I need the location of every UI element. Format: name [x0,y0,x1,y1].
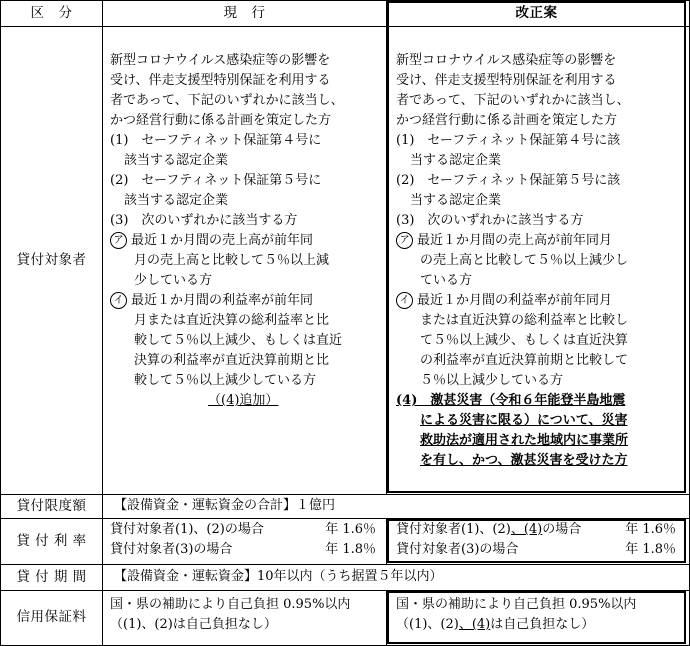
proposed-item2-b: 当する認定企業 [410,193,502,208]
proposed-rate-2-text: 貸付対象者(3)の場合 [396,542,519,557]
current-intro-1: 新型コロナウイルス感染症等の影響を [110,53,331,68]
header-proposed: 改正案 [515,5,558,21]
current-intro-2: 受け、伴走支援型特別保証を利用する [110,73,331,88]
current-item1-a: (1) セーフティネット保証第４号に [110,133,322,148]
current-item1-b: 該当する認定企業 [124,153,229,168]
proposed-rate-1-add: 、(4) [510,522,543,537]
current-sub-a-2: 月の売上高と比較して５％以上減 [134,253,330,268]
header-category: 区 分 [30,5,73,21]
current-add-note: （(4)追加） [208,393,279,408]
label-rate: 貸 付 利 率 [16,533,87,549]
current-item3: (3) 次のいずれかに該当する方 [110,213,298,228]
current-item2-b: 該当する認定企業 [124,193,229,208]
proposed-sub-b-2: または直近決算の総利益率と比較し [420,313,629,328]
proposed-intro-2: 受け、伴走支援型特別保証を利用する [396,73,617,88]
proposed-sub-b-5: ５％以上減少している方 [420,373,564,388]
current-rate-1-value: 年 1.6％ [325,522,376,537]
proposed-item1-a: (1) セーフティネット保証第４号に該 [396,133,621,148]
proposed-fee-add: 、(4) [458,617,491,632]
current-fee-1: 国・県の補助により自己負担 0.95%以内 [110,597,351,612]
current-fee [110,595,384,635]
proposed-fee-pre: （(1)、(2) [396,617,459,632]
label-limit: 貸付限度額 [16,498,87,514]
circled-a-icon: ア [396,232,413,249]
proposed-sub-a-3: ている方 [420,273,473,288]
current-rate [110,520,376,560]
current-sub-b-2: 月または直近決算の総利益率と比 [134,313,330,328]
current-sub-b-4: 決算の利益率が直近決算前期と比 [134,353,330,368]
current-rate-2-value: 年 1.8％ [325,542,376,557]
header-current: 現 行 [223,5,266,21]
circled-a-icon: ア [110,232,127,249]
current-sub-b-1: 最近１か月間の利益率が前年同 [131,293,314,308]
current-sub-a-1: 最近１か月間の売上高が前年同 [131,233,314,248]
current-item2-a: (2) セーフティネット保証第５号に [110,173,322,188]
proposed-rate-1-value: 年 1.6％ [625,522,676,537]
limit-value: 【設備資金・運転資金の合計】１億円 [114,498,336,513]
proposed-item4-3: 救助法が適用された地域内に事業所 [420,433,629,448]
proposed-item4-2: による災害に限る）について、災害 [420,413,628,428]
current-rate-1-text: 貸付対象者(1)、(2)の場合 [110,522,264,537]
current-sub-b-5: 較して５％以上減少している方 [134,373,317,388]
proposed-rate-2-value: 年 1.8％ [625,542,676,557]
proposed-item2-a: (2) セーフティネット保証第５号に該 [396,173,621,188]
proposed-rate [396,520,676,560]
proposed-sub-b-1: 最近１か月間の利益率が前年同月 [417,293,613,308]
proposed-item1-b: 当する認定企業 [410,153,502,168]
proposed-fee-post: は自己負担なし） [490,617,595,632]
current-intro-4: かつ経営行動に係る計画を策定した方 [110,113,332,128]
current-fee-2: （(1)、(2)は自己負担なし） [110,617,277,632]
label-target: 貸付対象者 [16,252,87,268]
current-rate-2-text: 貸付対象者(3)の場合 [110,542,233,557]
proposed-item3: (3) 次のいずれかに該当する方 [396,213,584,228]
period-value: 【設備資金・運転資金】10年以内（うち据置５年以内） [114,569,443,584]
proposed-intro-4: かつ経営行動に係る計画を策定した方 [396,113,618,128]
proposed-rate-1-pre: 貸付対象者(1)、(2) [396,522,511,537]
proposed-target-text [396,51,684,471]
current-sub-b-3: 較して５％以上減少、もしくは直近 [134,333,343,348]
proposed-fee [396,595,684,635]
proposed-sub-b-4: の利益率が直近決算前期と比較して [420,353,629,368]
label-period: 貸 付 期 間 [16,569,87,585]
proposed-intro-1: 新型コロナウイルス感染症等の影響を [396,53,617,68]
proposed-sub-a-1: 最近１か月間の売上高が前年同月 [417,233,613,248]
proposed-intro-3: 者であって、下記のいずれかに該当し、 [396,93,630,108]
current-intro-3: 者であって、下記のいずれかに該当し、 [110,93,344,108]
proposed-fee-1: 国・県の補助により自己負担 0.95%以内 [396,597,637,612]
proposed-rate-1-post: の場合 [542,522,582,537]
proposed-item4-4: を有し、かつ、激甚災害を受けた方 [420,453,628,468]
circled-i-icon: イ [396,292,413,309]
proposed-item4-1: (4) 激甚災害（令和６年能登半島地震 [396,393,626,408]
proposed-sub-b-3: て５％以上減少、もしくは直近決算 [420,333,629,348]
proposed-sub-a-2: の売上高と比較して５％以上減少し [420,253,629,268]
label-fee: 信用保証料 [16,609,87,625]
circled-i-icon: イ [110,292,127,309]
current-target-text [110,51,384,411]
current-sub-a-3: 少している方 [134,273,213,288]
